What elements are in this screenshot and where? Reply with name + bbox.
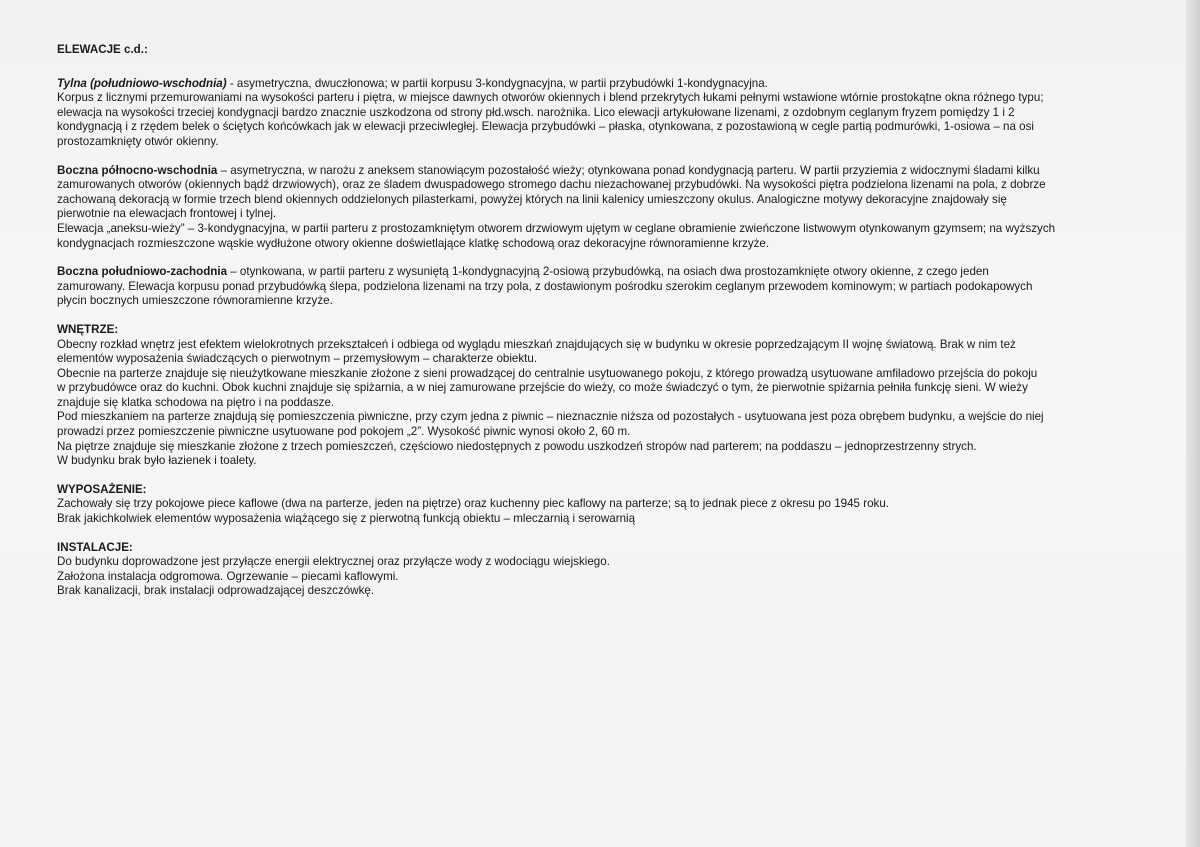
paragraph-label: Tylna (południowo-wschodnia) — [57, 76, 227, 90]
text-line: Brak kanalizacji, brak instalacji odprowadzającej deszczówkę. — [57, 584, 375, 598]
section-wnetrze — [57, 323, 1177, 469]
text-line: Obecny rozkład wnętrz jest efektem wielokrotnych przekształceń i odbiega od wyglądu mieszkań znajdujących się w budynku w okresie poprzedzającym II wojnę światową. Brak w nim też — [57, 337, 1016, 351]
paragraph-boczna-pd-zach — [57, 265, 1177, 309]
para-first-line — [57, 77, 1177, 92]
text-line: zamurowany. Elewacja korpusu ponad przybudówką ślepa, podzielona lizenami na trzy pola, z dostawionym pośrodku szerokim ceglanym przewodem kominowym; w partiach podokapowych — [57, 279, 1033, 293]
section-heading: INSTALACJE: — [57, 540, 133, 554]
section-heading: WYPOSAŻENIE: — [57, 482, 147, 496]
text-line: Do budynku doprowadzone jest przyłącze energii elektrycznej oraz przyłącze wody z wodociągu wiejskiego. — [57, 555, 610, 569]
text-line: Korpus z licznymi przemurowaniami na wysokości parteru i piętra, w miejsce dawnych otworów okiennych i blend przekrytych łukami pełnymi wstawione wtórnie prostokątne okna różnego typu; — [57, 91, 1044, 105]
text-line: znajduje się klatka schodowa na piętro i na poddasze. — [57, 395, 335, 409]
text-line: zamurowanych otworów (okiennych bądź drzwiowych), oraz ze śladem dwuspadowego stromego dachu niezachowanej przybudówki. Na wysokości piętra podzielona lizenami na pola, z dobrze — [57, 178, 1046, 192]
paragraph-intro: – otynkowana, w partii parteru z wysuniętą 1-kondygnacyjną 2-osiową przybudówką, na osiach dwa prostozamknięte otwory okienne, z czego jeden — [227, 265, 989, 279]
text-line: elewacja na wysokości trzeciej kondygnacji bardzo znacznie uszkodzona od strony płd.wsch. narożnika. Lico elewacji artykułowane lizenami, z ozdobnym ceglanym fryzem pomiędzy 1 i 2 — [57, 105, 1015, 119]
paragraph-intro: - asymetryczna, dwuczłonowa; w partii korpusu 3-kondygnacyjna, w partii przybudówki 1-kondygnacyjna. — [226, 76, 768, 90]
text-line: prowadzi przez pomieszczenie piwniczne usytuowane pod pokojem „2”. Wysokość piwnic wynosi około 2, 60 m. — [57, 425, 631, 439]
text-line: Elewacja „aneksu-wieży” – 3-kondygnacyjna, w partii parteru z prostozamkniętym otworem drzwiowym ujętym w ceglane obramienie zwieńczone listwowym otynkowanym gzymsem; na wyższych — [57, 221, 1056, 235]
scan-edge — [1186, 0, 1200, 847]
paragraph-label: Boczna południowo-zachodnia — [57, 265, 228, 279]
text-line: zachowaną dekoracją w formie trzech blend okiennych oddzielonych pilasterkami, powyżej których na linii kalenicy umieszczony okulus. Analogiczne motywy dekoracyjne znajdowały się — [57, 192, 1007, 206]
text-line: płycin bocznych umieszczone równoramienne krzyże. — [57, 294, 333, 308]
paragraph-label: Boczna północno-wschodnia — [57, 163, 218, 177]
text-line: pierwotnie na elewacjach frontowej i tylnej. — [57, 207, 277, 221]
text-line: kondygnacjach rozmieszczone wąskie wydłużone otwory okienne doświetlające klatkę schodową oraz dekoracyjne równoramienne krzyże. — [57, 236, 770, 250]
text-line: Założona instalacja odgromowa. Ogrzewanie – piecami kaflowymi. — [57, 569, 399, 583]
text-line: W budynku brak było łazienek i toalety. — [57, 454, 257, 468]
section-heading: WNĘTRZE: — [57, 322, 119, 336]
text-line: Zachowały się trzy pokojowe piece kaflowe (dwa na parterze, jeden na piętrze) oraz kuchenny piec kaflowy na parterze; są to jednak piece z okresu po 1945 roku. — [57, 497, 889, 511]
text-line: Pod mieszkaniem na parterze znajdują się pomieszczenia piwniczne, przy czym jedna z piwnic – nieznacznie niższa od pozostałych - usytuowana jest poza obrębem budynku, a wejście do niej — [57, 410, 1044, 424]
text-line: w przybudówce oraz do kuchni. Obok kuchni znajduje się spiżarnia, a w niej zamurowane przejście do wieży, co może świadczyć o tym, że pierwotnie spiżarnia pełniła funkcję sieni. W wieży — [57, 381, 1028, 395]
section-wyposazenie — [57, 483, 1177, 527]
text-line: kondygnacją i z rzędem belek o ściętych końcówkach jak w elewacji przeciwległej. Elewacja przybudówki – płaska, otynkowana, z pozostawioną w cegle partią podmurówki, 1-osiowa – na osi — [57, 120, 1034, 134]
section-title: ELEWACJE c.d.: — [57, 43, 148, 56]
document-content — [57, 43, 1177, 613]
text-line: Brak jakichkolwiek elementów wyposażenia wiążącego się z pierwotną funkcją obiektu – mleczarnią i serowarnią — [57, 512, 636, 526]
text-line: elementów wyposażenia świadczących o pierwotnym – przemysłowym – charakterze obiektu. — [57, 352, 538, 366]
paragraph-boczna-pn-wsch — [57, 164, 1177, 252]
paragraph-tylna — [57, 77, 1177, 150]
paragraph-intro: – asymetryczna, w narożu z aneksem stanowiącym pozostałość wieży; otynkowana ponad kondygnacją parteru. W partii przyziemia z widocznymi śladami kilku — [217, 163, 1040, 177]
text-line: Obecnie na parterze znajduje się nieużytkowane mieszkanie złożone z sieni prowadzącej do centralnie usytuowanego pokoju, z którego prowadzą usytuowane amfiladowo przejścia do pokoju — [57, 366, 1038, 380]
para-first-line — [57, 265, 1177, 280]
para-first-line — [57, 164, 1177, 179]
section-instalacje — [57, 541, 1177, 599]
text-line: prostozamknięty otwór okienny. — [57, 134, 219, 148]
text-line: Na piętrze znajduje się mieszkanie złożone z trzech pomieszczeń, częściowo niedostępnych z powodu uszkodzeń stropów nad parterem; na poddaszu – jednoprzestrzenny strych. — [57, 439, 977, 453]
